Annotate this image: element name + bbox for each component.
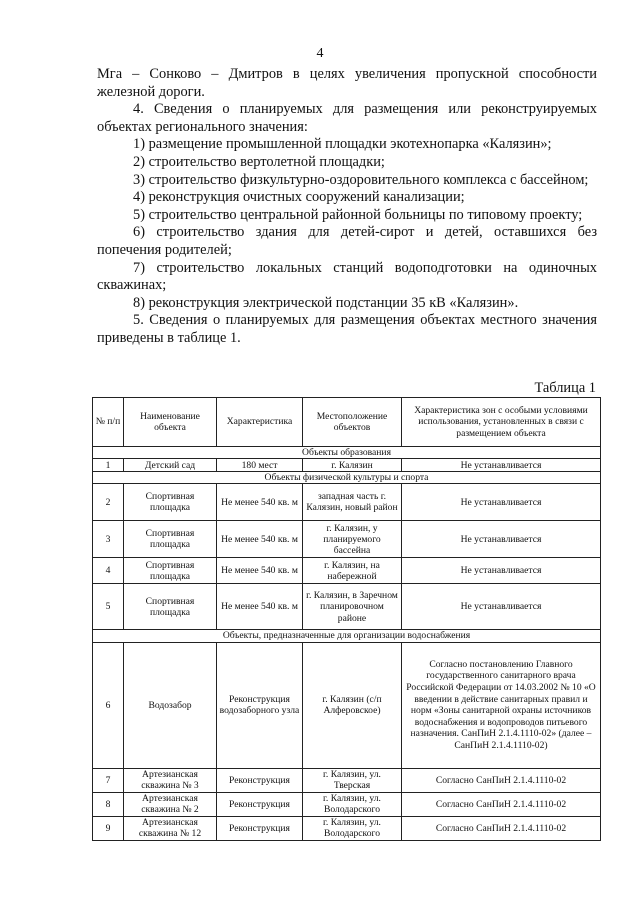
header-num: № п/п	[93, 398, 124, 447]
cell-location: г. Калязин, ул. Володарского	[303, 816, 402, 840]
table-header-row	[93, 398, 601, 447]
list-item: 8) реконструкция электрической подстанции 35 кВ «Калязин».	[133, 294, 519, 311]
cell-name: Артезианская скважина № 12	[124, 816, 217, 840]
cell-location: г. Калязин, у планируемого бассейна	[303, 521, 402, 558]
cell-name: Спортивная площадка	[124, 484, 217, 521]
table-row	[93, 792, 601, 816]
list-item: 3) строительство физкультурно-оздоровительного комплекса с бассейном;	[133, 171, 589, 188]
table-row	[93, 768, 601, 792]
paragraph: Мга – Сонково – Дмитров в целях увеличения пропускной способности железной дороги.	[97, 66, 597, 100]
section-label: Объекты, предназначенные для организации водоснабжения	[93, 630, 601, 642]
cell-characteristic: Реконструкция водозаборного узла	[217, 642, 303, 768]
cell-name: Артезианская скважина № 3	[124, 768, 217, 792]
cell-zone: Согласно постановлению Главного государственного санитарного врача Российской Федерации от 14.03.2002 № 10 «О введении в действие санитарных правил и норм «Зоны санитарной охраны источников водоснабжения и водопроводов питьевого назначения. СанПиН 2.1.4.1110-02» (далее – СанПиН 2.1.4.1110-02)	[402, 642, 601, 768]
cell-num: 8	[93, 792, 124, 816]
section-label: Объекты образования	[93, 447, 601, 459]
cell-name: Спортивная площадка	[124, 521, 217, 558]
paragraph: 4. Сведения о планируемых для размещения или реконструируемых объектах регионального значения:	[97, 101, 597, 135]
table-row	[93, 484, 601, 521]
list-item: 2) строительство вертолетной площадки;	[133, 153, 385, 170]
cell-zone: Согласно СанПиН 2.1.4.1110-02	[402, 816, 601, 840]
cell-num: 1	[93, 459, 124, 472]
list-item: 7) строительство локальных станций водоподготовки на одиночных скважинах;	[97, 259, 597, 294]
cell-location: г. Калязин, ул. Володарского	[303, 792, 402, 816]
objects-table	[92, 397, 601, 841]
list-item: 1) размещение промышленной площадки экотехнопарка «Калязин»;	[133, 136, 552, 153]
cell-num: 3	[93, 521, 124, 558]
body-text	[97, 66, 597, 348]
cell-characteristic: Не менее 540 кв. м	[217, 584, 303, 630]
cell-name: Спортивная площадка	[124, 558, 217, 584]
cell-location: г. Калязин, в Заречном планировочном районе	[303, 584, 402, 630]
cell-characteristic: Не менее 540 кв. м	[217, 558, 303, 584]
cell-characteristic: Реконструкция	[217, 792, 303, 816]
cell-characteristic: Реконструкция	[217, 768, 303, 792]
section-row-water	[93, 630, 601, 642]
section-label: Объекты физической культуры и спорта	[93, 472, 601, 484]
header-zone: Характеристика зон с особыми условиями использования, установленных в связи с размещением объекта	[402, 398, 601, 447]
table-row	[93, 521, 601, 558]
cell-zone: Не устанавливается	[402, 459, 601, 472]
table-row	[93, 642, 601, 768]
header-location: Местоположение объектов	[303, 398, 402, 447]
cell-zone: Согласно СанПиН 2.1.4.1110-02	[402, 792, 601, 816]
list-item: 4) реконструкция очистных сооружений канализации;	[133, 189, 465, 206]
table-caption: Таблица 1	[534, 380, 596, 396]
cell-characteristic: 180 мест	[217, 459, 303, 472]
table-row	[93, 584, 601, 630]
cell-num: 4	[93, 558, 124, 584]
cell-num: 9	[93, 816, 124, 840]
cell-location: г. Калязин, ул. Тверская	[303, 768, 402, 792]
cell-name: Детский сад	[124, 459, 217, 472]
header-characteristic: Характеристика	[217, 398, 303, 447]
cell-characteristic: Не менее 540 кв. м	[217, 521, 303, 558]
table-row	[93, 558, 601, 584]
table-row	[93, 459, 601, 472]
cell-zone: Не устанавливается	[402, 521, 601, 558]
list-item: 5) строительство центральной районной больницы по типовому проекту;	[133, 206, 583, 223]
cell-location: г. Калязин, на набережной	[303, 558, 402, 584]
cell-location: г. Калязин (с/п Алферовское)	[303, 642, 402, 768]
cell-num: 6	[93, 642, 124, 768]
cell-num: 2	[93, 484, 124, 521]
cell-characteristic: Не менее 540 кв. м	[217, 484, 303, 521]
cell-zone: Не устанавливается	[402, 584, 601, 630]
cell-name: Спортивная площадка	[124, 584, 217, 630]
cell-num: 5	[93, 584, 124, 630]
table-row	[93, 816, 601, 840]
cell-num: 7	[93, 768, 124, 792]
cell-location: западная часть г. Калязин, новый район	[303, 484, 402, 521]
section-row-sport	[93, 472, 601, 484]
paragraph: 5. Сведения о планируемых для размещения объектах местного значения приведены в таблице 1.	[97, 312, 597, 346]
cell-location: г. Калязин	[303, 459, 402, 472]
page-number: 4	[316, 46, 324, 61]
cell-name: Водозабор	[124, 642, 217, 768]
cell-characteristic: Реконструкция	[217, 816, 303, 840]
list-item: 6) строительство здания для детей-сирот и детей, оставшихся без попечения родителей;	[97, 224, 597, 258]
cell-zone: Согласно СанПиН 2.1.4.1110-02	[402, 768, 601, 792]
cell-name: Артезианская скважина № 2	[124, 792, 217, 816]
cell-zone: Не устанавливается	[402, 484, 601, 521]
cell-zone: Не устанавливается	[402, 558, 601, 584]
section-row-education	[93, 447, 601, 459]
header-name: Наименование объекта	[124, 398, 217, 447]
